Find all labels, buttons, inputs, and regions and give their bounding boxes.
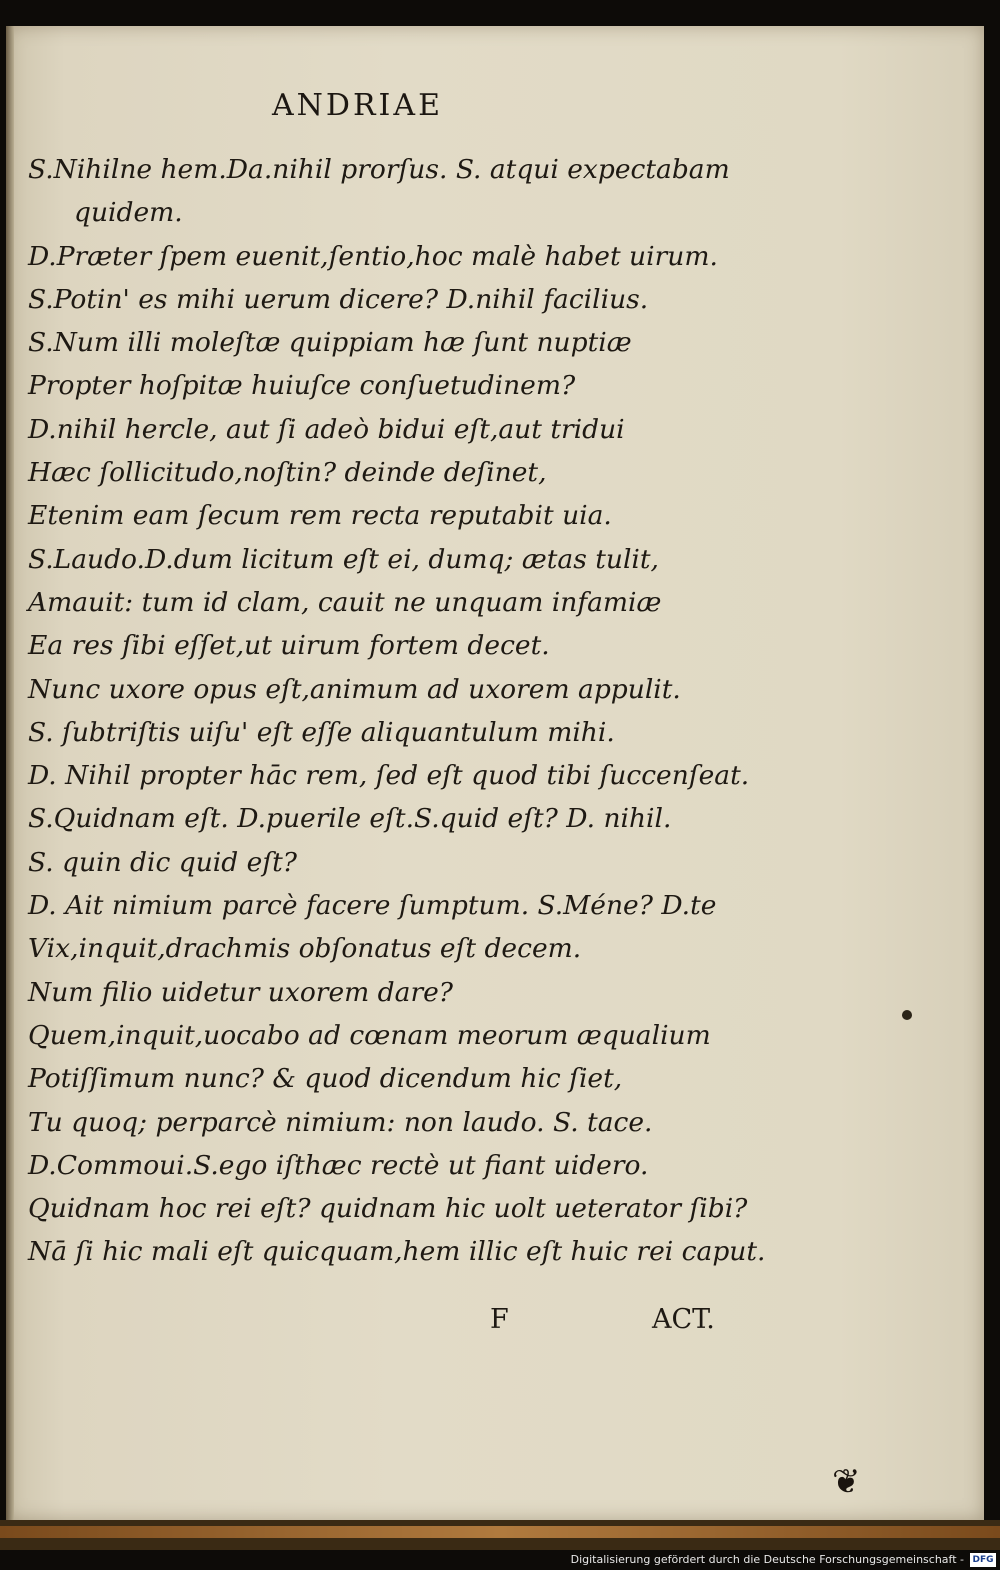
verse-line: S.Nihilne hem.Da.nihil prorſus. S. atqui expectabam [28, 154, 730, 185]
verse-line: S.Potin' es mihi uerum dicere? D.nihil facilius. [28, 283, 649, 315]
digitization-credit: Digitalisierung gefördert durch die Deutsche Forschungsgemeinschaft - [570, 1553, 964, 1566]
verse-text [28, 148, 766, 1274]
verse-line: Vix,inquit,drachmis obſonatus eſt decem. [28, 933, 582, 965]
catchword: ACT. [652, 1304, 715, 1335]
verse-line: Quidnam hoc rei eſt? quidnam hic uolt ueterator ſibi? [28, 1193, 748, 1225]
verse-line: S.Quidnam eſt. D.puerile eſt.S.quid eſt? D. nihil. [28, 803, 672, 835]
ink-speck [902, 1010, 912, 1020]
verse-line: D. Nihil propter hāc rem, ſed eſt quod tibi ſuccenſeat. [28, 760, 750, 792]
verse-line: D.Commoui.S.ego iſthæc rectè ut fiant uidero. [28, 1149, 649, 1181]
verse-line: Propter hoſpitæ huiuſce conſuetudinem? [28, 370, 576, 402]
fleuron-ornament: ❦ [832, 1462, 861, 1502]
verse-line: Etenim eam ſecum rem recta reputabit uia. [28, 500, 612, 532]
verse-line: D.Præter ſpem euenit,ſentio,hoc malè habet uirum. [28, 240, 718, 272]
verse-line: Nā ſi hic mali eſt quicquam,hem illic eſt huic rei caput. [28, 1236, 766, 1268]
verse-line: Quem,inquit,uocabo ad cœnam meorum æqualium [28, 1019, 711, 1051]
page-bottom-edge [0, 1520, 1000, 1550]
verse-line: S. quin dic quid eſt? [28, 846, 297, 878]
page-gutter [6, 26, 14, 1520]
verse-line: S.Num illi moleſtæ quippiam hæ ſunt nuptiæ [28, 327, 632, 359]
verse-line: D.nihil hercle, aut ſi adeò bidui eſt,aut tridui [28, 413, 625, 445]
verse-line: S.Laudo.D.dum licitum eſt ei, dumq; ætas tulit, [28, 543, 659, 575]
signature-mark: F [490, 1304, 509, 1335]
verse-line: Hæc ſollicitudo,noſtin? deinde deſinet, [28, 457, 547, 489]
verse-line: Nunc uxore opus eſt,animum ad uxorem appulit. [28, 673, 681, 705]
verse-line: quidem. [74, 197, 183, 229]
verse-line: S. ſubtriſtis uiſu' eſt eſſe aliquantulum mihi. [28, 716, 615, 748]
verse-line: Num filio uidetur uxorem dare? [28, 976, 453, 1008]
verse-line: D. Ait nimium parcè facere ſumptum. S.Méne? D.te [28, 890, 717, 922]
running-head: ANDRIAE [272, 88, 443, 123]
dfg-logo: DFG [970, 1553, 996, 1567]
verse-line: Ea res ſibi eſſet,ut uirum fortem decet. [28, 630, 550, 662]
page-bottom-edge-band [0, 1526, 1000, 1538]
verse-line: Tu quoq; perparcè nimium: non laudo. S. tace. [28, 1106, 653, 1138]
verse-line: Amauit: tum id clam, cauit ne unquam infamiæ [28, 586, 662, 618]
verse-line: Potiſſimum nunc? & quod dicendum hic ſiet, [28, 1063, 623, 1095]
